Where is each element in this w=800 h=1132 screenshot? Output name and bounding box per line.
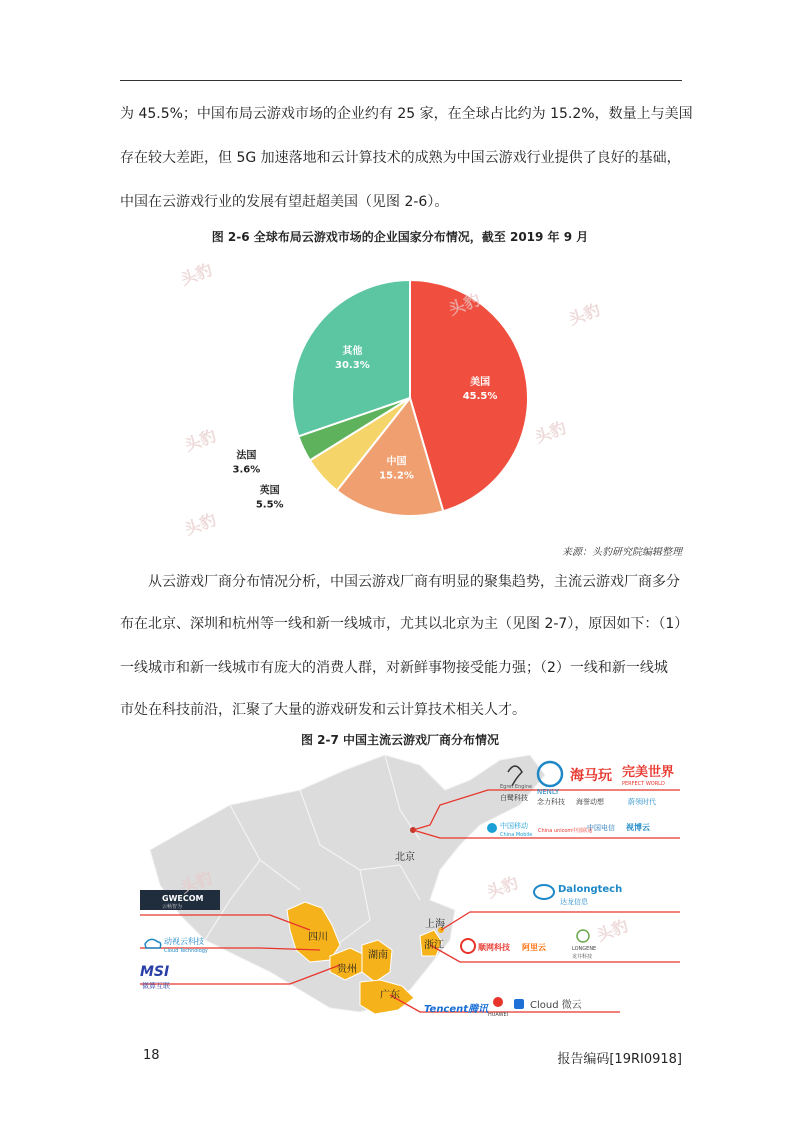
region-label-shanghai: 上海	[425, 919, 445, 930]
watermark: 头豹	[566, 300, 603, 329]
paragraph-line: 市处在科技前沿，汇聚了大量的游戏研发和云计算技术相关人才。	[120, 702, 526, 718]
report-code: 报告编码[19RI0918]	[557, 1052, 682, 1067]
region-label-guangdong: 广东	[380, 990, 400, 1001]
region-label-guizhou: 贵州	[337, 964, 357, 975]
svg-text:中国电信: 中国电信	[587, 824, 615, 832]
svg-text:云畅智为: 云畅智为	[162, 904, 183, 910]
figure-source: 来源：头豹研究院编辑整理	[562, 547, 682, 558]
svg-text:海马玩: 海马玩	[570, 768, 612, 784]
region-label-zhejiang: 浙江	[424, 940, 444, 951]
logo-perfect-world	[622, 764, 674, 806]
figure-2-7-caption: 图 2-7 中国主流云游戏厂商分布情况	[300, 733, 500, 747]
header-rule	[120, 80, 682, 81]
watermark: 头豹	[594, 916, 631, 945]
svg-text:Cloud 微云: Cloud 微云	[530, 1000, 582, 1011]
svg-text:达龙信息: 达龙信息	[560, 898, 588, 906]
svg-text:微算互联: 微算互联	[142, 982, 170, 990]
svg-text:LONGENE: LONGENE	[572, 946, 597, 952]
logo-china-mobile	[487, 821, 532, 838]
watermark: 头豹	[182, 510, 219, 539]
watermark: 头豹	[178, 260, 215, 289]
paragraph-1	[120, 104, 693, 214]
pie-value-0: 45.5%	[462, 390, 498, 402]
svg-text:Egret Engine: Egret Engine	[500, 784, 533, 790]
paragraph-line: 中国在云游戏行业的发展有望赶超美国（见图 2-6）。	[120, 194, 449, 210]
pie-chart	[0, 250, 800, 550]
svg-text:PERFECT WORLD: PERFECT WORLD	[622, 781, 665, 787]
svg-text:MSI: MSI	[140, 964, 170, 980]
svg-text:Dalongtech: Dalongtech	[558, 884, 623, 895]
china-vendor-map	[0, 750, 800, 1040]
figure-2-6-caption: 图 2-6 全球布局云游戏市场的企业国家分布情况，截至 2019 年 9 月	[211, 230, 589, 244]
pie-value-1: 15.2%	[379, 470, 414, 482]
logo-dalongtech	[534, 884, 622, 906]
pie-label-0: 美国	[470, 376, 491, 388]
paragraph-line: 从云游戏厂商分布情况分析，中国云游戏厂商有明显的聚集趋势，主流云游戏厂商多分	[148, 574, 680, 590]
region-label-sichuan: 四川	[308, 932, 328, 943]
svg-text:GWECOM: GWECOM	[162, 894, 204, 903]
svg-text:Tencent腾讯: Tencent腾讯	[424, 1004, 489, 1015]
watermark: 头豹	[178, 868, 215, 897]
logo-dongshi-cloud	[145, 936, 208, 954]
logo-shibo-cloud	[625, 822, 650, 832]
svg-text:视博云: 视博云	[626, 823, 650, 832]
svg-text:阿里云: 阿里云	[522, 943, 546, 952]
pie-label-4: 其他	[342, 345, 363, 357]
watermark: 头豹	[484, 873, 521, 902]
paragraph-line: 一线城市和新一线城市有庞大的消费人群，对新鲜事物接受能力强；（2）一线和新一线城	[120, 660, 668, 676]
svg-text:龙井科技: 龙井科技	[572, 954, 593, 960]
logo-msi	[140, 964, 170, 990]
svg-text:China unicom中国联通: China unicom中国联通	[538, 828, 593, 834]
logo-weiyun	[514, 998, 582, 1011]
svg-text:念力科技: 念力科技	[537, 798, 565, 806]
svg-text:蔚领时代: 蔚领时代	[628, 798, 656, 806]
svg-text:动视云科技: 动视云科技	[164, 937, 204, 946]
svg-text:白鹭科技: 白鹭科技	[500, 794, 528, 802]
page-number: 18	[143, 1048, 160, 1063]
svg-text:HUAWEI: HUAWEI	[488, 1012, 509, 1018]
paragraph-line: 存在较大差距，但 5G 加速落地和云计算技术的成熟为中国云游戏行业提供了良好的基础，	[120, 150, 681, 166]
logo-haiyu	[570, 767, 612, 806]
paragraph-line: 为 45.5%；中国布局云游戏市场的企业约有 25 家，在全球占比约为 15.2%，数量上与美国	[120, 106, 693, 122]
svg-text:Cloud Technology: Cloud Technology	[164, 948, 208, 954]
logo-huawei	[488, 997, 508, 1018]
pie-label-2: 英国	[259, 485, 280, 497]
watermark: 头豹	[532, 418, 569, 447]
logo-china-unicom	[538, 827, 592, 834]
svg-text:顺网科技: 顺网科技	[478, 943, 510, 952]
pie-value-3: 3.6%	[232, 464, 261, 476]
logo-gwecom	[140, 890, 220, 910]
logo-tencent	[424, 1003, 489, 1015]
paragraph-2	[120, 572, 689, 722]
watermark: 头豹	[446, 290, 483, 319]
logo-nenly	[537, 762, 565, 806]
logo-alicloud	[522, 942, 546, 952]
svg-text:China Mobile: China Mobile	[500, 832, 533, 838]
pie-value-4: 30.3%	[335, 359, 370, 371]
pie-value-2: 5.5%	[255, 499, 284, 511]
logo-china-telecom	[587, 823, 615, 832]
region-label-beijing: 北京	[395, 852, 415, 863]
region-label-hunan: 湖南	[368, 950, 388, 961]
svg-text:中国移动: 中国移动	[500, 822, 528, 830]
paragraph-line: 布在北京、深圳和杭州等一线和新一线城市，尤其以北京为主（见图 2-7），原因如下：（1）	[120, 616, 689, 632]
watermark: 头豹	[182, 426, 219, 455]
logo-longene	[572, 930, 596, 960]
pie-label-3: 法国	[236, 450, 257, 462]
pie-label-1: 中国	[386, 456, 407, 468]
svg-text:完美世界: 完美世界	[622, 765, 675, 780]
svg-text:海誉动想: 海誉动想	[576, 798, 604, 806]
svg-text:NENLY: NENLY	[537, 788, 560, 796]
logo-shunwang	[461, 939, 510, 953]
